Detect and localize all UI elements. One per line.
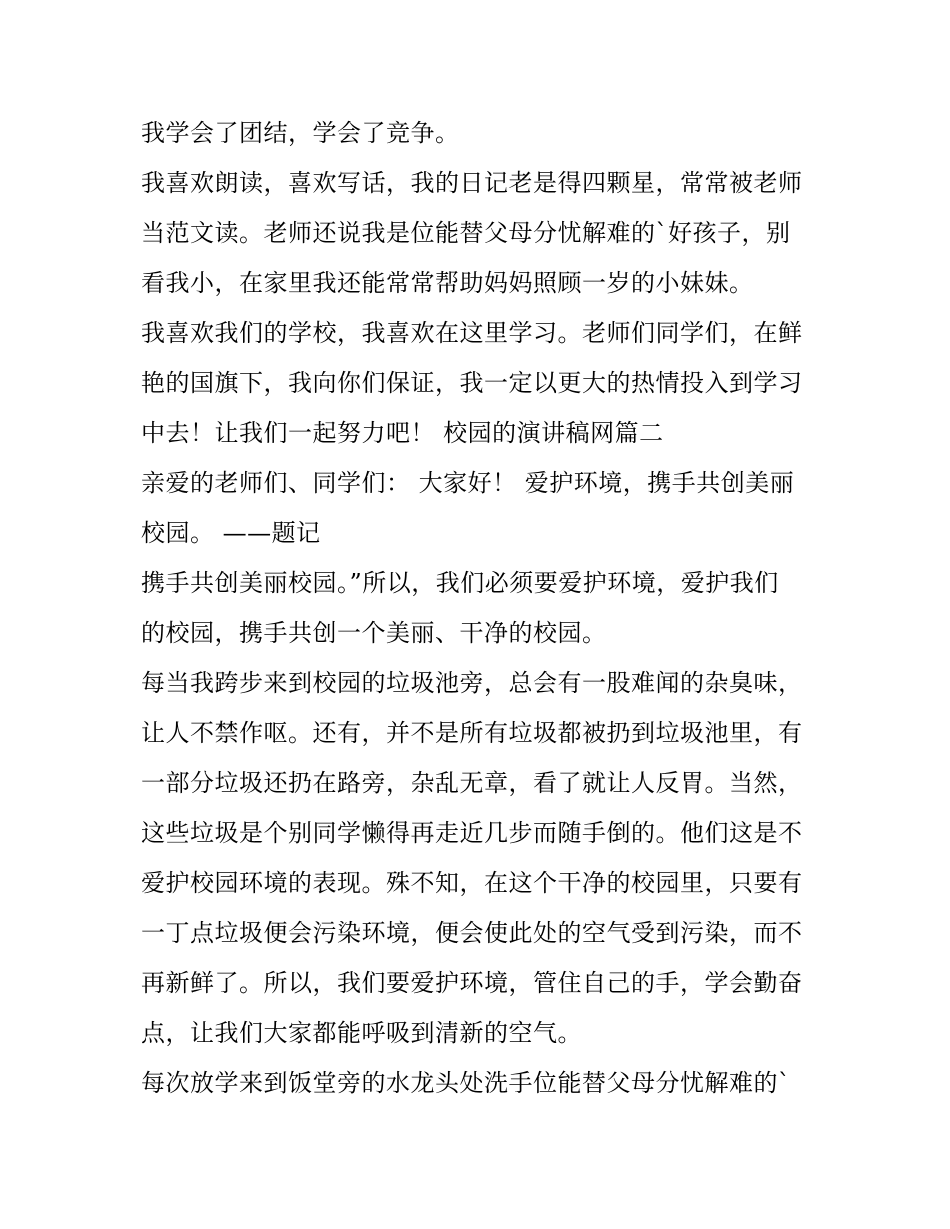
text-line: 我喜欢我们的学校，我喜欢在这里学习。老师们同学们，在鲜	[141, 319, 803, 347]
text-line: 我喜欢朗读，喜欢写话，我的日记老是得四颗星，常常被老师	[141, 169, 803, 197]
text-line: 携手共创美丽校园。”所以，我们必须要爱护环境，爱护我们	[141, 569, 779, 597]
text-line: 这些垃圾是个别同学懒得再走近几步而随手倒的。他们这是不	[141, 819, 803, 847]
document-body	[141, 108, 821, 1108]
text-line: 再新鲜了。所以，我们要爱护环境，管住自己的手，学会勤奋	[141, 969, 803, 997]
text-line: 点，让我们大家都能呼吸到清新的空气。	[141, 1019, 582, 1047]
text-line: 艳的国旗下，我向你们保证，我一定以更大的热情投入到学习	[141, 369, 803, 397]
text-line: 一丁点垃圾便会污染环境，便会使此处的空气受到污染，而不	[141, 919, 803, 947]
text-line: 的校园，携手共创一个美丽、干净的校园。	[141, 619, 607, 647]
text-line: 一部分垃圾还扔在路旁，杂乱无章，看了就让人反胃。当然，	[141, 769, 803, 797]
text-line: 中去！让我们一起努力吧！ 校园的演讲稿网篇二	[141, 419, 664, 447]
text-line: 爱护校园环境的表现。殊不知，在这个干净的校园里，只要有	[141, 869, 803, 897]
text-line: 每当我跨步来到校园的垃圾池旁，总会有一股难闻的杂臭味，	[141, 669, 803, 697]
text-line: 当范文读。老师还说我是位能替父母分忧解难的`好孩子，别	[141, 219, 791, 247]
text-line: 校园。 ——题记	[141, 519, 321, 547]
text-line: 看我小，在家里我还能常常帮助妈妈照顾一岁的小妹妹。	[141, 269, 754, 297]
text-line: 我学会了团结，学会了竞争。	[141, 119, 460, 147]
text-line: 每次放学来到饭堂旁的水龙头处洗手位能替父母分忧解难的`	[141, 1069, 791, 1097]
text-line: 让人不禁作呕。还有，并不是所有垃圾都被扔到垃圾池里，有	[141, 719, 803, 747]
text-line: 亲爱的老师们、同学们： 大家好！ 爱护环境，携手共创美丽	[141, 469, 795, 497]
